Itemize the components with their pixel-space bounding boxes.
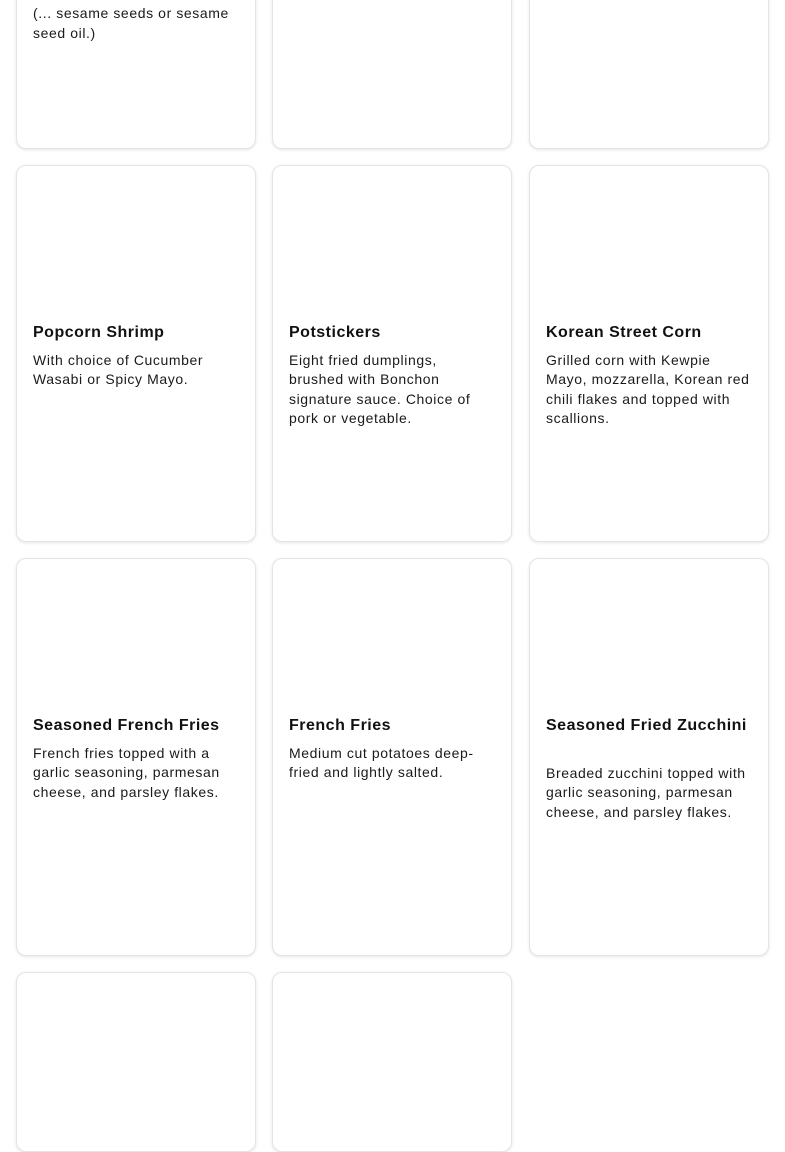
menu-item-description: With choice of Cucumber Wasabi or Spicy Mayo. bbox=[33, 352, 204, 388]
menu-item-card[interactable] bbox=[272, 972, 512, 1152]
menu-item-description: Medium cut potatoes deep-fried and lightly salted. bbox=[289, 745, 474, 781]
menu-item-image bbox=[273, 166, 511, 316]
menu-item-description: (... sesame seeds or sesame seed oil.) bbox=[33, 5, 229, 41]
menu-item-title: Korean Street Corn bbox=[546, 324, 702, 341]
menu-item-image bbox=[17, 559, 255, 709]
menu-item-description: Breaded zucchini topped with garlic seasoning, parmesan cheese, and parsley flakes. bbox=[546, 765, 746, 820]
menu-item-card[interactable] bbox=[272, 558, 512, 956]
menu-item-card[interactable] bbox=[16, 972, 256, 1152]
menu-item-image bbox=[17, 973, 255, 1123]
menu-item-card[interactable] bbox=[529, 558, 769, 956]
menu-item-title: Popcorn Shrimp bbox=[33, 324, 165, 341]
menu-item-description: Grilled corn with Kewpie Mayo, mozzarella, Korean red chili flakes and topped with scallions. bbox=[546, 352, 750, 426]
menu-item-card[interactable] bbox=[16, 0, 256, 149]
menu-item-card[interactable] bbox=[529, 0, 769, 149]
menu-item-image bbox=[530, 166, 768, 316]
menu-item-image bbox=[530, 559, 768, 709]
menu-item-title: Potstickers bbox=[289, 324, 381, 341]
menu-item-description: Eight fried dumplings, brushed with Bonchon signature sauce. Choice of pork or vegetable. bbox=[289, 352, 471, 426]
menu-item-title: French Fries bbox=[289, 717, 392, 734]
menu-item-image bbox=[17, 166, 255, 316]
menu-item-card[interactable] bbox=[529, 165, 769, 542]
menu-item-description: French fries topped with a garlic seasoning, parmesan cheese, and parsley flakes. bbox=[33, 745, 220, 800]
menu-item-image bbox=[273, 559, 511, 709]
menu-item-title: Seasoned French Fries bbox=[33, 717, 220, 734]
menu-item-card[interactable] bbox=[272, 165, 512, 542]
menu-item-card[interactable] bbox=[16, 165, 256, 542]
menu-item-card[interactable] bbox=[272, 0, 512, 149]
menu-item-card[interactable] bbox=[16, 558, 256, 956]
menu-item-title: Seasoned Fried Zucchini bbox=[546, 717, 747, 734]
menu-item-image bbox=[273, 973, 511, 1123]
